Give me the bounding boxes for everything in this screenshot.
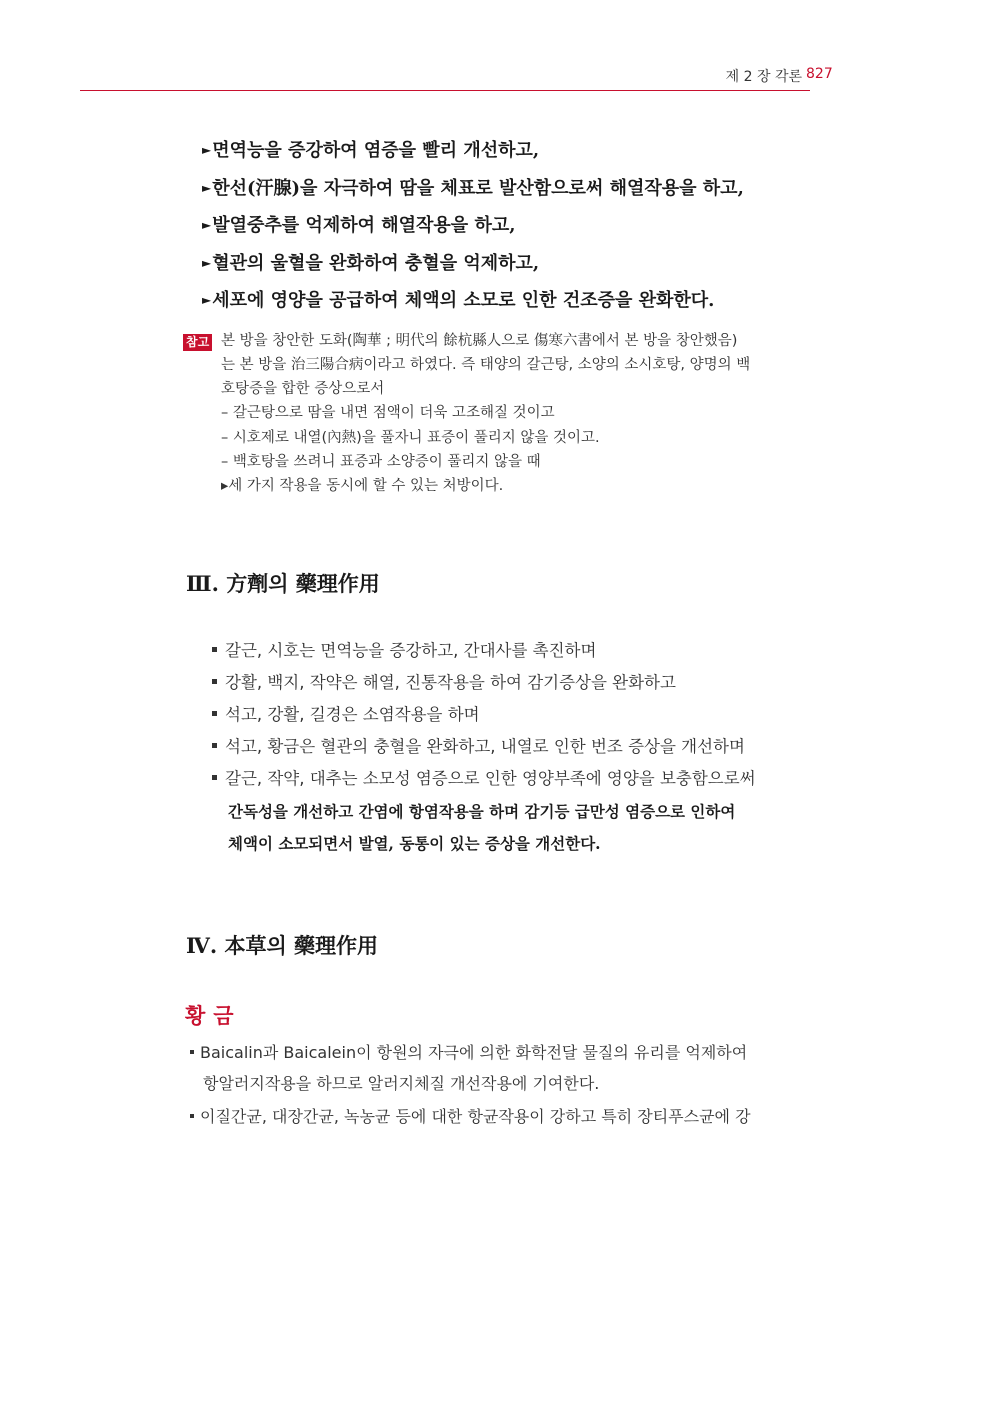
herb-name: 황금 <box>185 1004 242 1028</box>
bullet-square-icon <box>212 647 217 652</box>
section-heading-4: Ⅳ. 本草의 藥理作用 <box>186 933 379 958</box>
bullet-square-icon <box>212 743 217 748</box>
bullet-square-icon <box>190 1114 194 1118</box>
arrow-marker-icon: ► <box>202 143 212 157</box>
arrow-marker-icon: ► <box>202 255 212 270</box>
note-line: 본 방을 창안한 도화(陶華 ; 明代의 餘杭縣人으로 傷寒六書에서 본 방을 창안했음) <box>221 333 738 349</box>
note-badge: 참고 <box>183 334 212 351</box>
note-line: ▸세 가지 작용을 동시에 할 수 있는 처방이다. <box>221 478 504 494</box>
herb-item-continuation: 항알러지작용을 하므로 알러지체질 개선작용에 기여한다. <box>203 1074 600 1093</box>
effect-item: ►혈관의 울혈을 완화하여 충혈을 억제하고, <box>202 252 540 274</box>
effect-item: ►세포에 영양을 공급하여 체액의 소모로 인한 건조증을 완화한다. <box>202 290 715 311</box>
note-line: 는 본 방을 治三陽合病이라고 하였다. 즉 태양의 갈근탕, 소양의 소시호탕, 양명의 백 <box>221 357 751 373</box>
bullet-square-icon <box>212 711 217 716</box>
bullet-square-icon <box>212 679 217 684</box>
chapter-label: 제 2 장 각론 <box>725 69 802 85</box>
page-number: 827 <box>806 66 833 82</box>
arrow-marker-icon: ► <box>202 293 212 307</box>
bullet-square-icon <box>212 775 217 780</box>
herb-item: Baicalin과 Baicalein이 항원의 자극에 의한 화학전달 물질의 유리를 억제하여 <box>190 1040 747 1066</box>
section-heading-3: Ⅲ. 方劑의 藥理作用 <box>186 571 380 596</box>
list-item: 갈근, 시호는 면역능을 증강하고, 간대사를 촉진하며 <box>212 637 812 669</box>
effect-item: ►면역능을 증강하여 염증을 빨리 개선하고, <box>202 140 540 161</box>
note-line: 호탕증을 합한 증상으로서 <box>221 381 385 397</box>
note-line: – 백호탕을 쓰려니 표증과 소양증이 풀리지 않을 때 <box>221 454 541 470</box>
effect-item: ►발열중추를 억제하여 해열작용을 하고, <box>202 215 516 236</box>
note-line: – 갈근탕으로 땀을 내면 점액이 더욱 고조해질 것이고 <box>221 405 555 421</box>
bullet-square-icon <box>190 1050 194 1054</box>
list-item: 갈근, 작약, 대추는 소모성 염증으로 인한 영양부족에 영양을 보충함으로써 <box>212 765 812 797</box>
formula-action-list <box>212 637 812 797</box>
effect-list <box>202 136 822 324</box>
note-line: – 시호제로 내열(內熱)을 풀자니 표증이 풀리지 않을 것이고. <box>221 430 600 446</box>
herb-item: 이질간균, 대장간균, 녹농균 등에 대한 항균작용이 강하고 특히 장티푸스균에 강 <box>190 1104 751 1130</box>
list-item: 석고, 황금은 혈관의 충혈을 완화하고, 내열로 인한 번조 증상을 개선하며 <box>212 733 812 765</box>
list-item-continuation: 간독성을 개선하고 간염에 항염작용을 하며 감기등 급만성 염증으로 인하여 <box>228 802 736 821</box>
list-item-continuation: 체액이 소모되면서 발열, 동통이 있는 증상을 개선한다. <box>228 834 601 853</box>
list-item: 석고, 강활, 길경은 소염작용을 하며 <box>212 701 812 733</box>
arrow-marker-icon: ► <box>202 180 212 195</box>
list-item: 강활, 백지, 작약은 해열, 진통작용을 하여 감기증상을 완화하고 <box>212 669 812 701</box>
effect-item: ►한선(汗腺)을 자극하여 땀을 체표로 발산함으로써 해열작용을 하고, <box>202 177 744 199</box>
page-header <box>0 0 992 100</box>
header-divider <box>80 90 810 91</box>
arrow-marker-icon: ► <box>202 218 212 232</box>
